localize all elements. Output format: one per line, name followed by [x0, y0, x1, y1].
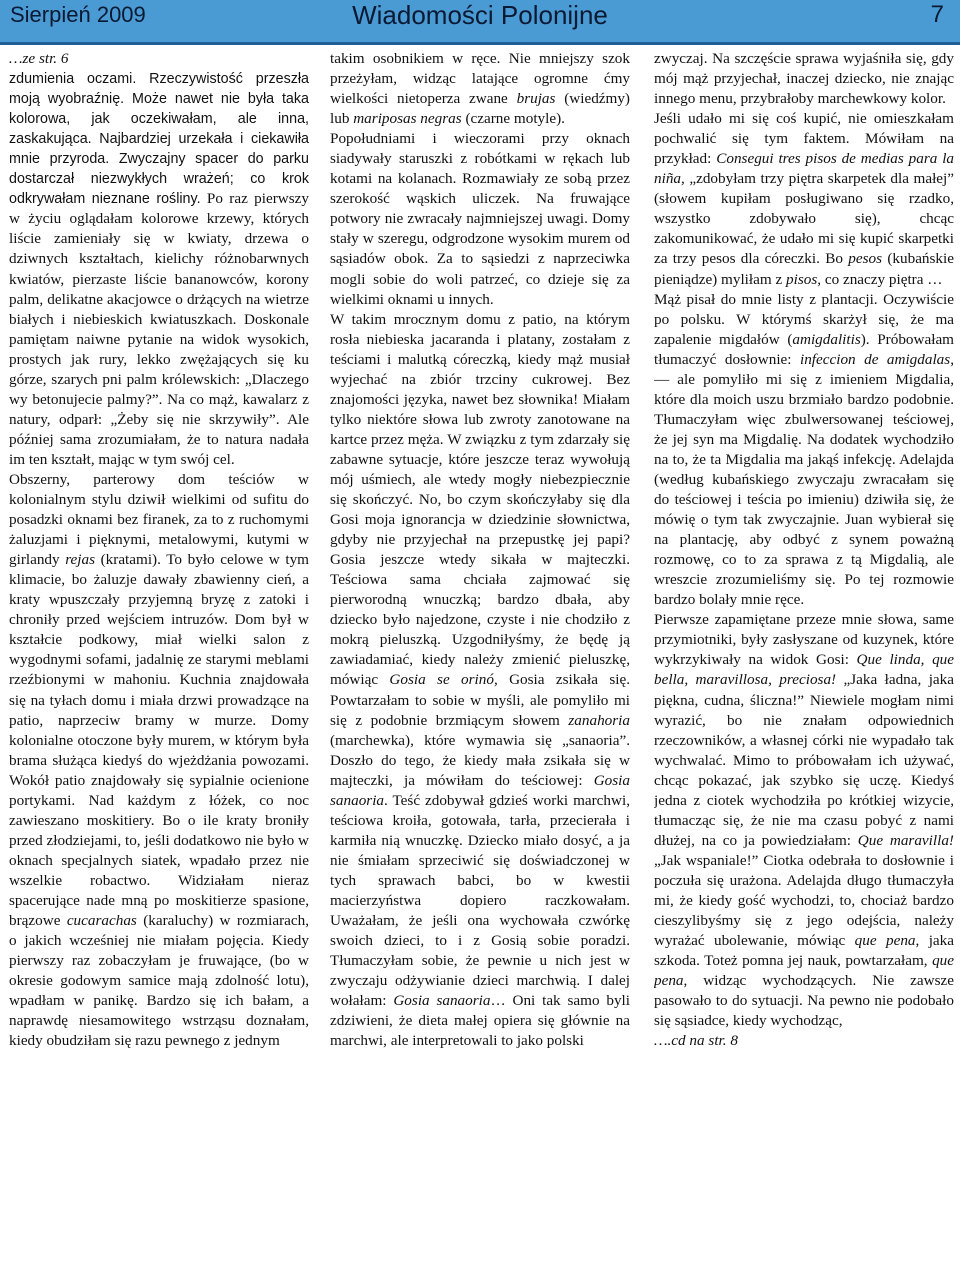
article-column-1 [9, 49, 309, 1271]
paragraph: W takim mrocznym domu z patio, na którym rosła niebieska jacaranda i platany, zostałam z teściami i malutką córeczką, kiedy mąż musiał wyjechać na zbiór trzciny cukrowej. Bez znajomości języka, nawet bez słownika! Miałam tylko niektóre słowa lub zwroty zanotowane na kartce przez męża. W związku z tym zdarzały się zabawne sytuacje, które jeszcze teraz wywołują mój uśmiech, ale wtedy mogły niebezpiecznie się skończyć. No, bo czym skończyłaby się dla Gosi moja ignorancja w dziedzinie słownictwa, gdyby nie przyjechał na przepustkę jej papi? Gosia jeszcze wtedy sikała w majteczki. Teściowa sama chciała zajmować się pierworodną wnuczką; bardzo dbała, aby dziecko było najedzone, czyste i nie chodziło z mokrą pieluszką. Uzgodniłyśmy, że będę ją zawiadamiać, kiedy należy zmienić pieluszkę, mówiąc Gosia se orinó, Gosia zsikała się. Powtarzałam to sobie w myśli, ale pomyliło mi się z podobnie brzmiącym słowem zanahoria (marchewka), które wymawia się „sanaoria”. Doszło do tego, że kiedy mała zsikała się w majteczki, ja mówiłam do teściowej: Gosia sanaoria. Teść zdobywał gdzieś worki marchwi, teściowa kroiła, gotowała, tarła, przecierała i karmiła nią wnuczkę. Dziecko miało dosyć, a ja nie śmiałam sprzeciwić się doświadczonej w tych sprawach babci, bo w kwestii macierzyństwa dopiero raczkowałam. Uważałam, że jeśli ona wychowała czwórkę swoich dzieci, to i z Gosią sobie poradzi. Tłumaczyłam sobie, że pewnie u nich jest w zwyczaju odżywianie dzieci marchwią. I dalej wołałam: Gosia sanaoria… Oni tak samo byli zdziwieni, że dieta małej opiera się głównie na marchwi, ale interpretowali to jako polski [330, 310, 630, 1050]
page-number: 7 [930, 1, 944, 28]
continued-to: ….cd na str. 8 [654, 1032, 738, 1050]
publication-title: Wiadomości Polonijne [352, 0, 608, 30]
continued-from: …ze str. 6 [9, 50, 69, 67]
paragraph: Obszerny, parterowy dom teściów w kolonialnym stylu dziwił wielkimi od sufitu do posadzki oknami bez firanek, za to z ruchomymi żaluzjami i pięknymi, metalowymi, kutymi w girlandy rejas (kratami). To było celowe w tym klimacie, bo żaluzje dawały zbawienny cień, a kraty wpuszczały przyjemną bryzę z zatoki i chroniły przed wejściem intruzów. Dom był w kształcie podkowy, miał wielki salon z wygodnymi sofami, jadalnię ze starymi meblami rzeźbionymi w mahoniu. Kuchnia znajdowała się na tyłach domu i miała drzwi prowadzące na patio, naprzeciw bramy w murze. Domy kolonialne otoczone były murem, w którym była brama służąca kiedyś do wjeżdżania powozami. Wokół patio znajdowały się sypialnie ocienione portykami. Nad każdym z łóżek, co noc zawieszano moskitiery. Bo o ile kraty broniły przed złodziejami, to, jeśli dodatkowo nie było w oknach specjalnych siatek, wpadało przez nie wszelkie robactwo. Widziałam nieraz spacerujące nade mną po moskitierze spasione, brązowe cucarachas (karaluchy) w rozmiarach, o jakich wcześniej nie miałam pojęcia. Kiedy pierwszy raz zobaczyłam je fruwające, (bo w okresie godowym samice mają zdolność lotu), wpadłam w panikę. Bardzo się ich bałam, a naprawdę niesamowitego wstrząsu doznałam, kiedy obudziłam się razu pewnego z jednym [9, 470, 309, 1050]
paragraph: Jeśli udało mi się coś kupić, nie omieszkałam pochwalić się tym faktem. Mówiłam na przykład: Consegui tres pisos de medias para la niña, „zdobyłam trzy piętra skarpetek dla małej” (słowem kupiłam posługiwano się rzadko, wszystko zdobywało się), chcąc zakomunikować, że udało mi się kupić skarpetki za trzy pesos dla córeczki. Bo pesos (kubańskie pieniądze) myliłam z pisos, co znaczy piętra … [654, 110, 954, 288]
paragraph: takim osobnikiem w ręce. Nie mniejszy szok przeżyłam, widząc latające ogromne ćmy wielkości nietoperza zwane brujas (wiedźmy) lub mariposas negras (czarne motyle). [330, 50, 630, 128]
article-column-3 [654, 49, 954, 1271]
paragraph: zdumienia oczami. Rzeczywistość przeszła moją wyobraźnię. Może nawet nie była taka kolorowa, jak oczekiwałam, ale inna, zaskakująca. Najbardziej urzekała i ciekawiła mnie przyroda. Zwyczajny spacer do parku dostarczał niezwykłych wrażeń; co krok odkrywałam nieznane rośliny. Po raz pierwszy w życiu oglądałam kolorowe krzewy, których liście zamieniały się w kwiaty, drzewa o dziwnych kształtach, kielichy różnobarwnych kwiatów, pierzaste liście bananowców, korony palm, delikatne akacjowce o drżących na wietrze białych i niebieskich kwiatuszkach. Doskonale pamiętam naiwne pytanie na widok wysokich, prostych jak rury, lekko zwężających się ku górze, szarych pni palm królewskich: „Dlaczego wy betonujecie palmy?”. Na co mąż, kawalarz z natury, odparł: „Żeby się nie skrzywiły”. Ale później sama zrozumiałam, że to natura nadała im ten kształt, mając w tym swój cel. [9, 71, 309, 468]
masthead [0, 0, 960, 45]
article-column-2 [330, 49, 630, 1271]
issue-date: Sierpień 2009 [10, 2, 146, 27]
paragraph: zwyczaj. Na szczęście sprawa wyjaśniła się, gdy mój mąż przyjechał, inaczej dziecko, nie znając innego menu, przybrałoby marchewkowy kolor. [654, 50, 954, 108]
paragraph: Mąż pisał do mnie listy z plantacji. Oczywiście po polsku. W którymś skarżył się, że ma zapalenie migdałów (amigdalitis). Próbowałam tłumaczyć dosłownie: infeccion de amigdalas, — ale pomyliło mi się z imieniem Migdalia, które dla moich uszu brzmiało bardzo podobnie. Tłumaczyłam więc zbulwersowanej teściowej, że jej syn ma Migdalię. Na dodatek wychodziło na to, że ta Migdalia ma jakąś infekcję. Adelajda (według kubańskiego zwyczaju zwracałam się do teściowej i teścia po imieniu) dziwiła się, że mówię o tym tak zwyczajnie. Juan wybierał się na plantację, aby odbyć z synem poważną rozmowę, co to za sprawa z tą Migdalią, ale wreszcie zrozumieliśmy się. Po tej rozmowie bardzo bolały mnie ręce. [654, 290, 954, 609]
paragraph: Pierwsze zapamiętane przeze mnie słowa, same przymiotniki, były zasłyszane od kuzynek, które wykrzykiwały na widok Gosi: Que linda, que bella, maravillosa, preciosa! „Jaka ładna, jaka piękna, cudna, śliczna!” Niewiele mogłam nimi wyrazić, bo nie znałam odpowiednich rzeczowników, a własnej córki nie wypadało tak wychwalać. Mimo to próbowałam ich używać, chcąc pokazać, jak szybko się uczę. Kiedyś jedna z ciotek wychodziła po krótkiej wizycie, tłumacząc się, że nie ma czasu pobyć z nami dłużej, na co ja powiedziałam: Que maravilla! „Jak wspaniale!” Ciotka odebrała to dosłownie i poczuła się urażona. Adelajda długo tłumaczyła mi, że kiedy gość wychodzi, to, chociaż bardzo cieszylibyśmy się z jego odejścia, należy wyrażać ubolewanie, mówiąc que pena, jaka szkoda. Toteż pomna jej nauk, powtarzałam, que pena, widząc wychodzących. Nie zawsze pasowało to do sytuacji. Na pewno nie podobało się sąsiadce, kiedy wychodząc, [654, 611, 954, 1030]
paragraph: Popołudniami i wieczorami przy oknach siadywały staruszki z robótkami w rękach lub kotami na kolanach. Rozmawiały ze sobą przez szerokość wąskich uliczek. Na fruwające potwory nie zwracały najmniejszej uwagi. Domy stały w szeregu, odgrodzone wysokim murem od sąsiadów obok. Za to sąsiedzi z naprzeciwka mogli sobie do woli patrzeć, co dzieje się za wielkimi oknami u innych. [330, 130, 630, 308]
